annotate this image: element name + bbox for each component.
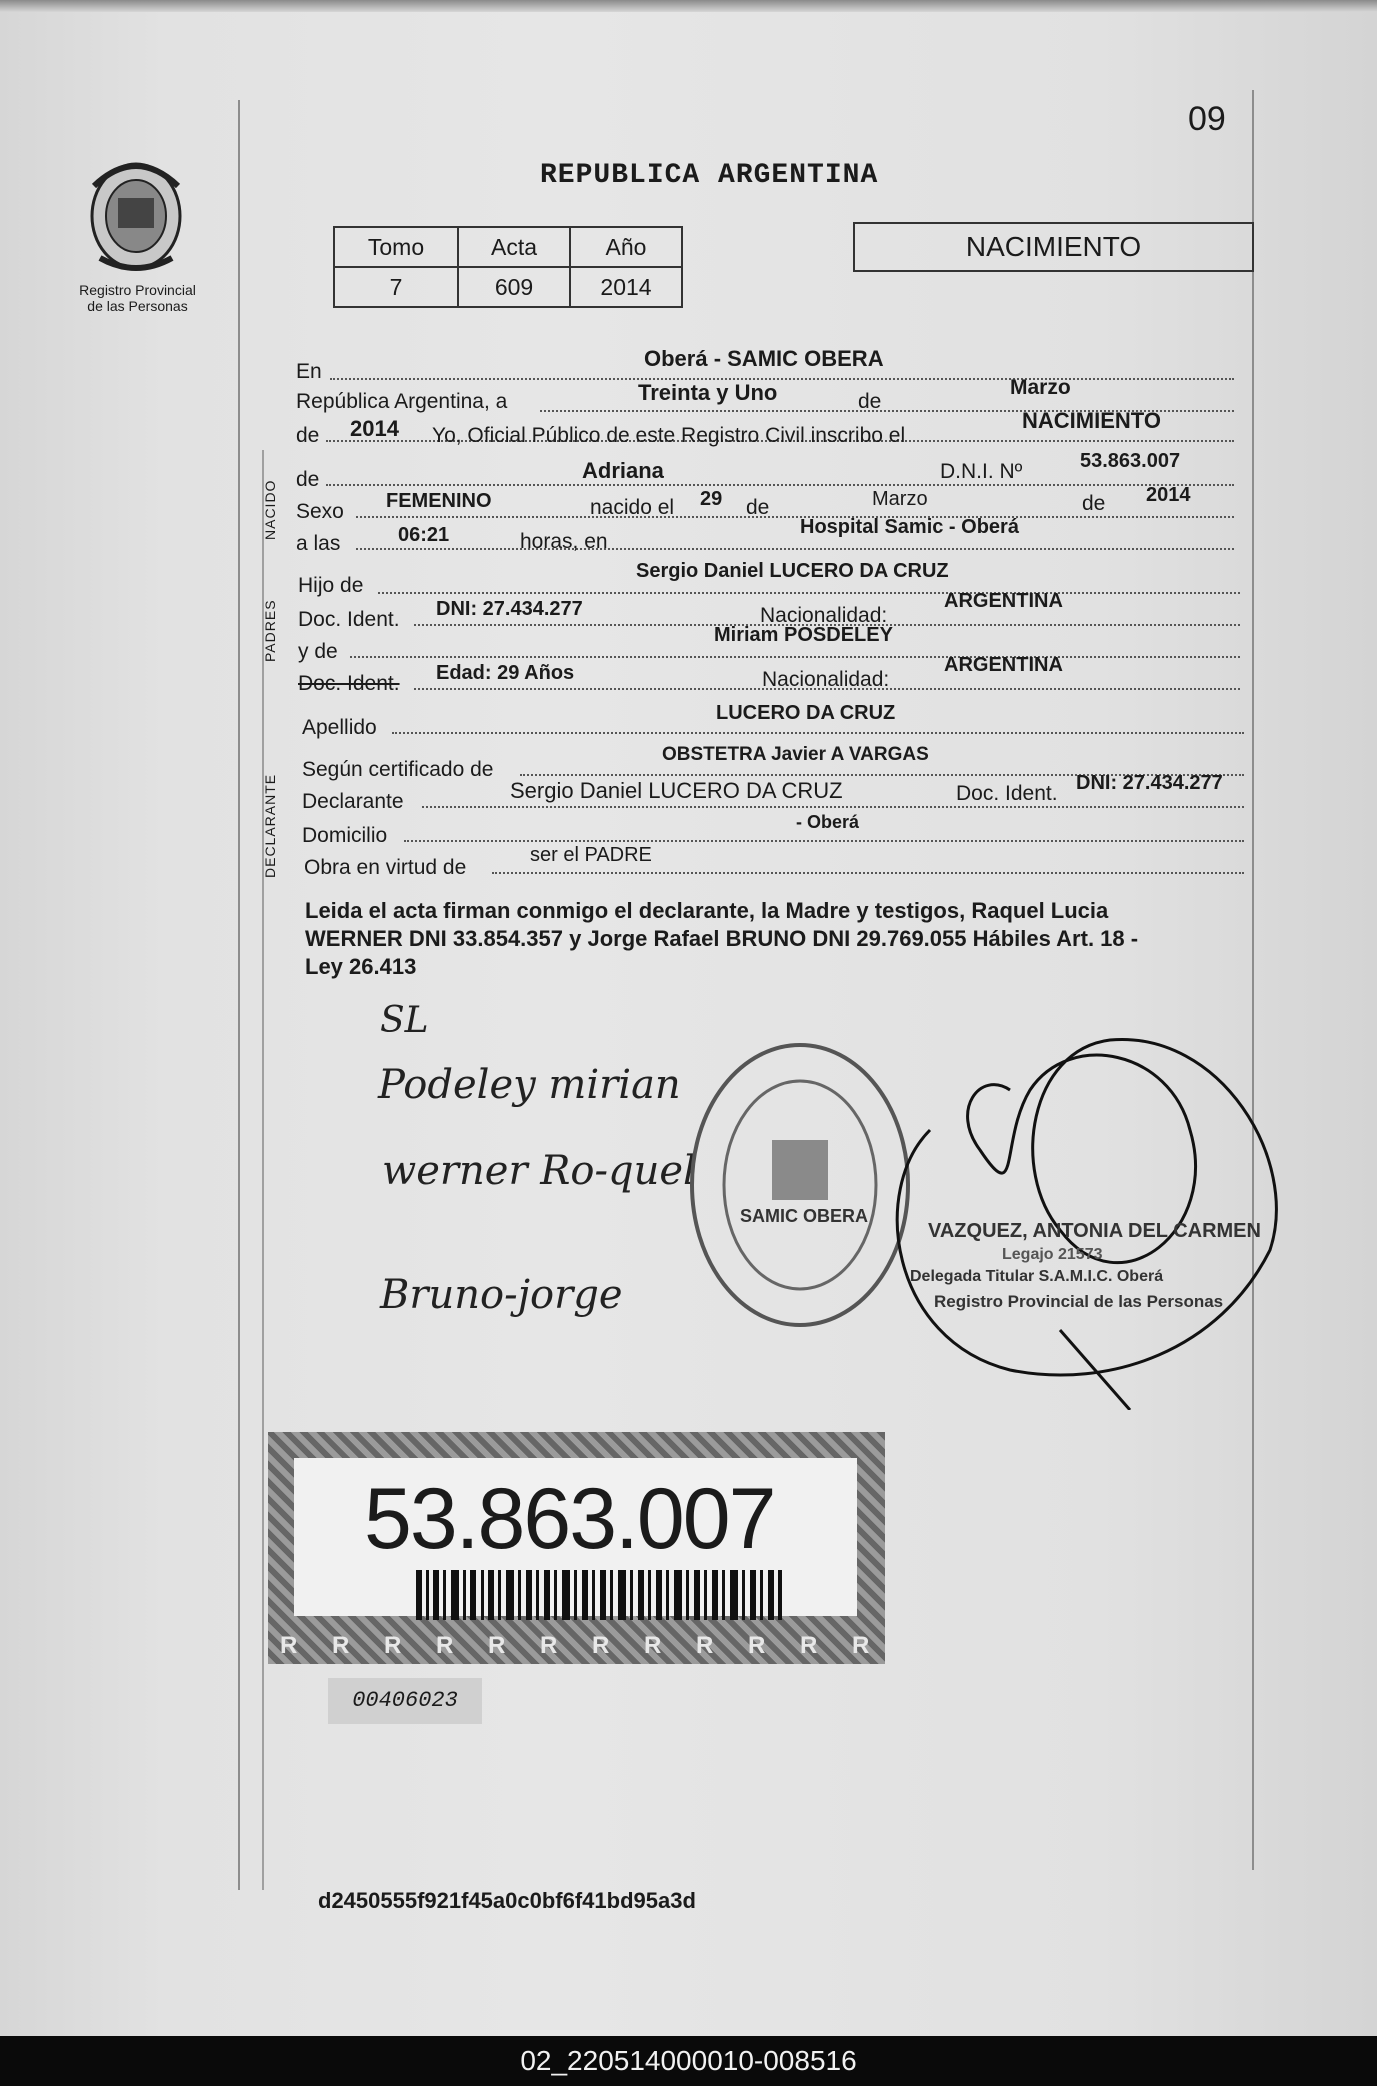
label-obra: Obra en virtud de [304,856,467,879]
label-doc-declarant: Doc. Ident. [956,782,1058,805]
father-doc: DNI: 27.434.277 [436,598,583,620]
name-value: Adriana [582,458,664,483]
label-a-las: a las [296,532,341,555]
page-number: 09 [1188,100,1226,138]
label-oficial: Yo, Oficial Público de este Registro Civil inscribo el [432,424,906,447]
officer-signature [860,1010,1280,1410]
label-hijo: Hijo de [298,574,364,597]
label-nacionalidad-father: Nacionalidad: [760,604,888,627]
label-de-birth: de [746,496,770,519]
label-doc-father: Doc. Ident. [298,608,400,631]
label-nacionalidad-mother: Nacionalidad: [762,668,890,691]
address-value: - Oberá [796,812,860,832]
label-nacido: nacido el [590,496,675,519]
officer-code: Legajo 21573 [1002,1246,1103,1263]
signature-mother: Podeley mirian [378,1062,681,1108]
document-hash: d2450555f921f45a0c0bf6f41bd95a3d [318,1888,696,1913]
acta-header: Acta [458,227,570,267]
dotted-line [422,806,1244,808]
dotted-line [404,840,1244,842]
label-segun: Según certificado de [302,758,494,781]
label-en: En [296,360,322,383]
anio-value: 2014 [570,267,682,307]
label-republica: República Argentina, a [296,390,508,413]
anio-header: Año [570,227,682,267]
act-inscribed: NACIMIENTO [1022,408,1161,433]
dotted-line [492,872,1244,874]
label-dni: D.N.I. Nº [940,460,1023,483]
acta-value: 609 [458,267,570,307]
side-label-padres: PADRES [262,599,278,662]
declarant-doc: DNI: 27.434.277 [1076,772,1223,794]
mother-nationality: ARGENTINA [944,654,1063,676]
surname-value: LUCERO DA CRUZ [716,702,896,724]
label-apellido: Apellido [302,716,377,739]
birth-time: 06:21 [398,524,450,546]
registration-table [333,226,683,308]
right-margin-rule [1252,90,1254,1870]
label-doc-mother: Doc. Ident. [298,672,400,695]
dotted-line [350,656,1240,658]
barcode-inner-panel [294,1458,857,1616]
officer-office: Registro Provincial de las Personas [934,1292,1224,1311]
act-type-box: NACIMIENTO [853,222,1254,272]
barcode-bars [416,1570,786,1620]
signature-witness-2: Bruno-jorge [380,1272,623,1318]
dotted-line [378,592,1240,594]
security-r-marks: R R R R R R R R R R R R [280,1632,884,1659]
tomo-header: Tomo [334,227,458,267]
top-shadow [0,0,1377,12]
label-domicilio: Domicilio [302,824,388,847]
label-horas: horas, en [520,530,608,553]
registry-caption [60,282,215,314]
officer-name: VAZQUEZ, ANTONIA DEL CARMEN [928,1220,1261,1242]
seal-center-text: SAMIC OBERA [740,1206,869,1226]
birth-year: 2014 [1146,484,1191,506]
label-de: de [858,390,882,413]
left-margin-rule [238,100,240,1890]
side-label-nacido: NACIDO [262,479,278,540]
label-sexo: Sexo [296,500,344,523]
label-y-de: y de [298,640,338,663]
declarant-value: Sergio Daniel LUCERO DA CRUZ [510,778,843,803]
label-de-birth-year: de [1082,492,1106,515]
registry-caption-line1: Registro Provincial [79,282,196,298]
registry-caption-line2: de las Personas [87,298,188,314]
dni-value: 53.863.007 [1080,450,1181,472]
mother-doc: Edad: 29 Años [436,662,575,684]
label-de-name: de [296,468,320,491]
barcode-number: 53.863.007 [364,1471,775,1567]
tomo-value: 7 [334,267,458,307]
closing-line-1: Leida el acta firman conmigo el declarante, la Madre y testigos, Raquel Lucia [305,898,1109,923]
sex-value: FEMENINO [386,490,492,512]
signature-witness-1: werner Ro-quel [382,1148,696,1194]
birth-place: Hospital Samic - Oberá [800,516,1019,538]
mother-name: Miriam POSDELEY [714,624,893,646]
dotted-line [356,548,1234,550]
dotted-line [356,516,1234,518]
birth-month: Marzo [872,488,928,510]
capacity-value: ser el PADRE [530,844,652,866]
country-title: REPUBLICA ARGENTINA [540,160,879,191]
closing-line-3: Ley 26.413 [305,954,417,979]
month-value: Marzo [1010,376,1071,399]
label-declarante: Declarante [302,790,404,813]
dotted-line [326,484,1234,486]
day-words: Treinta y Uno [638,380,778,405]
dotted-line [392,732,1244,734]
officer-role: Delegada Titular S.A.M.I.C. Oberá [910,1268,1164,1285]
barcode-label [268,1432,885,1664]
inner-margin-rule [262,450,264,1890]
misiones-emblem [80,146,192,278]
father-name: Sergio Daniel LUCERO DA CRUZ [636,560,949,582]
file-id-bar: 02_220514000010-008516 [0,2036,1377,2086]
closing-line-2: WERNER DNI 33.854.357 y Jorge Rafael BRUNO DNI 29.769.055 Hábiles Art. 18 - [305,926,1139,951]
side-label-declarante: DECLARANTE [262,773,278,878]
certificate-value: OBSTETRA Javier A VARGAS [662,744,929,765]
father-nationality: ARGENTINA [944,590,1063,612]
birth-day: 29 [700,488,723,510]
place-value: Oberá - SAMIC OBERA [644,346,884,371]
year-value: 2014 [350,416,399,441]
label-de-year: de [296,424,320,447]
signature-declarant: SL [380,1000,429,1041]
serial-number: 00406023 [328,1678,482,1724]
dotted-line [330,378,1234,380]
